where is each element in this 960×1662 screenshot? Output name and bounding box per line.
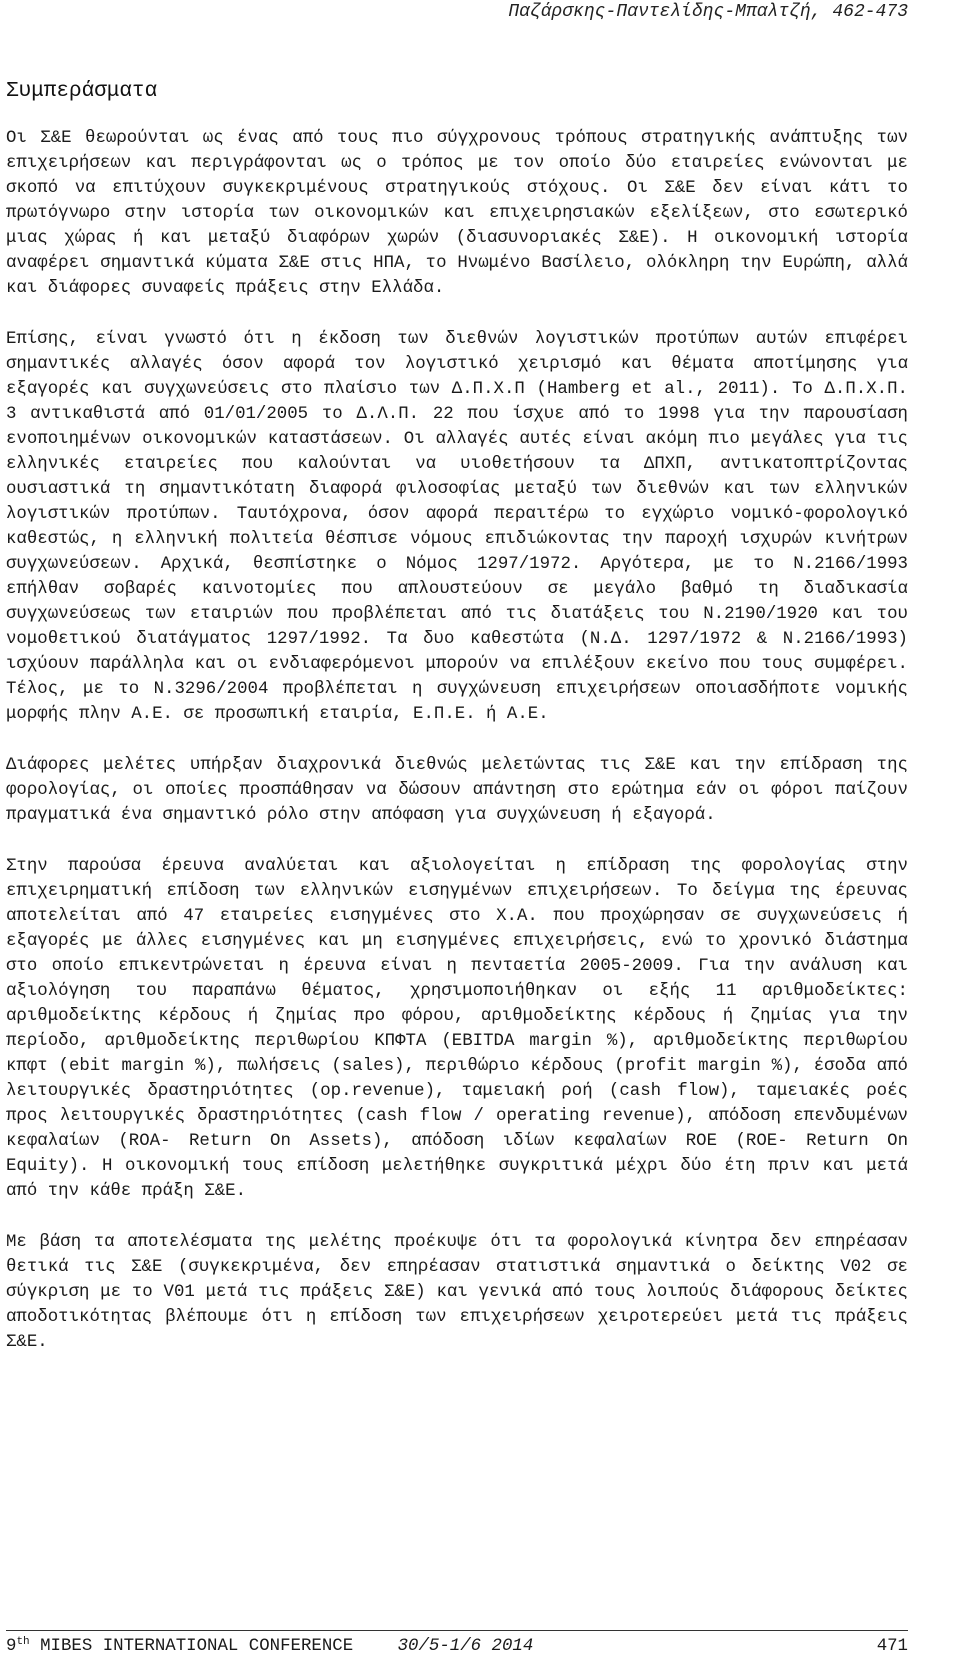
paragraph-5: Με βάση τα αποτελέσματα της μελέτης προέκυψε ότι τα φορολογικά κίνητρα δεν επηρέασαν θετικά τις Σ&Ε (συγκεκριμένα, δεν επηρέασαν στατιστικά σημαντικά ο δείκτης V02 σε σύγκριση με το V01 μετά τις πράξεις Σ&Ε) και γενικά από τους λοιπούς διάφορους δείκτες αποδοτικότητας βλέπουμε ότι η επίδοση των επιχειρήσεων χειροτερεύει μετά τις πράξεις Σ&Ε.	[6, 1233, 908, 1352]
running-header: Παζάρσκης-Παντελίδης-Μπαλτζή, 462-473	[508, 2, 908, 22]
page-number: 471	[876, 1637, 908, 1656]
footer-rule	[6, 1630, 908, 1631]
body-text	[6, 126, 908, 1381]
footer-line	[6, 1634, 908, 1660]
paragraph-1: Οι Σ&Ε θεωρούνται ως ένας από τους πιο σύγχρονους τρόπους στρατηγικής ανάπτυξης των επιχειρήσεων και περιγράφονται ως ο τρόπος με τον οποίο δύο εταιρείες ενώνονται με σκοπό να επιτύχουν συγκεκριμένους στρατηγικούς στόχους. Οι Σ&Ε δεν είναι κάτι το πρωτόγνωρο στην ιστορία των οικονομικών και επιχειρησιακών εξελίξεων, στο εσωτερικό μιας χώρας ή και μεταξύ διαφόρων χωρών (διασυνοριακές Σ&Ε). Η οικονομική ιστορία αναφέρει σημαντικά κύματα Σ&Ε στις ΗΠΑ, το Ηνωμένο Βασίλειο, ολόκληρη την Ευρώπη, αλλά και διάφορες συναφείς πράξεις στην Ελλάδα.	[6, 129, 908, 298]
conference-dates: 30/5-1/6 2014	[397, 1637, 534, 1656]
conference-ordinal	[6, 1637, 30, 1656]
page-footer	[0, 1624, 960, 1662]
section-title: Συμπεράσματα	[6, 80, 158, 103]
paragraph-4: Στην παρούσα έρευνα αναλύεται και αξιολογείται η επίδραση της φορολογίας στην επιχειρηματική επίδοση των ελληνικών εισηγμένων επιχειρήσεων. Το δείγμα της έρευνας αποτελείται από 47 εταιρείες εισηγμένες στο Χ.Α. που προχώρησαν σε συγχωνεύσεις ή εξαγορές με άλλες εισηγμένες και μη εισηγμένες επιχειρήσεις, ενώ το χρονικό διάστημα στο οποίο επικεντρώνεται η έρευνα είναι η πενταετία 2005-2009. Για την ανάλυση και αξιολόγηση του παραπάνω θέματος, χρησιμοποιήθηκαν οι εξής 11 αριθμοδείκτες: αριθμοδείκτης κέρδους ή ζημίας προ φόρου, αριθμοδείκτης κέρδους ή ζημίας για την περίοδο, αριθμοδείκτης περιθωρίου ΚΠΦΤΑ (EBITDA margin %), αριθμοδείκτης περιθωρίου κπφτ (ebit margin %), πωλήσεις (sales), περιθώριο κέρδους (profit margin %), έσοδα από λειτουργικές δραστηριότητες (op.revenue), ταμειακή ροή (cash flow), ταμειακές ροές προς λειτουργικές δραστηριότητες (cash flow / operating revenue), απόδοση επενδυμένων κεφαλαίων (ROA- Return On Assets), απόδοση ιδίων κεφαλαίων ROE (ROE- Return On Equity). Η οικονομική τους επίδοση μελετήθηκε συγκριτικά μέχρι δύο έτη πριν και μετά από την κάθε πράξη Σ&Ε.	[6, 857, 908, 1201]
paragraph-3: Διάφορες μελέτες υπήρξαν διαχρονικά διεθνώς μελετώντας τις Σ&Ε και την επίδραση της φορολογίας, οι οποίες προσπάθησαν να δώσουν απάντηση στο ερώτημα εάν οι φόροι παίζουν πραγματικά ένα σημαντικό ρόλο στην απόφαση για συγχώνευση ή εξαγορά.	[6, 756, 908, 825]
ordinal-suffix: th	[16, 1636, 30, 1648]
ordinal-number: 9	[6, 1637, 17, 1656]
paragraph-2: Επίσης, είναι γνωστό ότι η έκδοση των διεθνών λογιστικών προτύπων αυτών επιφέρει σημαντικές αλλαγές όσον αφορά τον λογιστικό χειρισμό και θέματα αποτίμησης για εξαγορές και συγχωνεύσεις στο πλαίσιο των Δ.Π.Χ.Π (Hamberg et al., 2011). Το Δ.Π.Χ.Π. 3 αντικαθιστά από 01/01/2005 το Δ.Λ.Π. 22 που ίσχυε από το 1998 για την παρουσίαση ενοποιημένων οικονομικών καταστάσεων. Οι αλλαγές αυτές είναι ακόμη πιο μεγάλες για τις ελληνικές εταιρείες που καλούνται να υιοθετήσουν τα ΔΠΧΠ, αντικατοπτρίζοντας ουσιαστικά τη σημαντικότατη διαφορά φιλοσοφίας μεταξύ των διεθνών και των ελληνικών λογιστικών προτύπων. Ταυτόχρονα, όσον αφορά περαιτέρω το εγχώριο νομικό-φορολογικό καθεστώς, η ελληνική πολιτεία θέσπισε νόμους επιδιώκοντας την παροχή ισχυρών κινήτρων συγχωνεύσεων. Αρχικά, θεσπίστηκε ο Νόμος 1297/1972. Αργότερα, με το Ν.2166/1993 επήλθαν σοβαρές καινοτομίες που απλουστεύουν σε μεγάλο βαθμό τη διαδικασία συγχωνεύσεως των εταιριών που προβλέπεται από τις διατάξεις του Ν.2190/1920 και του νομοθετικού διατάγματος 1297/1992. Τα δυο καθεστώτα (Ν.Δ. 1297/1972 & Ν.2166/1993) ισχύουν παράλληλα και οι ενδιαφερόμενοι μπορούν να επιλέξουν εκείνο που τους συμφέρει. Τέλος, με το Ν.3296/2004 προβλέπεται η συγχώνευση επιχειρήσεων οποιασδήποτε νομικής μορφής πλην Α.Ε. σε προσωπική εταιρία, Ε.Π.Ε. ή Α.Ε.	[6, 330, 908, 724]
conference-name: MIBES INTERNATIONAL CONFERENCE	[40, 1637, 354, 1656]
